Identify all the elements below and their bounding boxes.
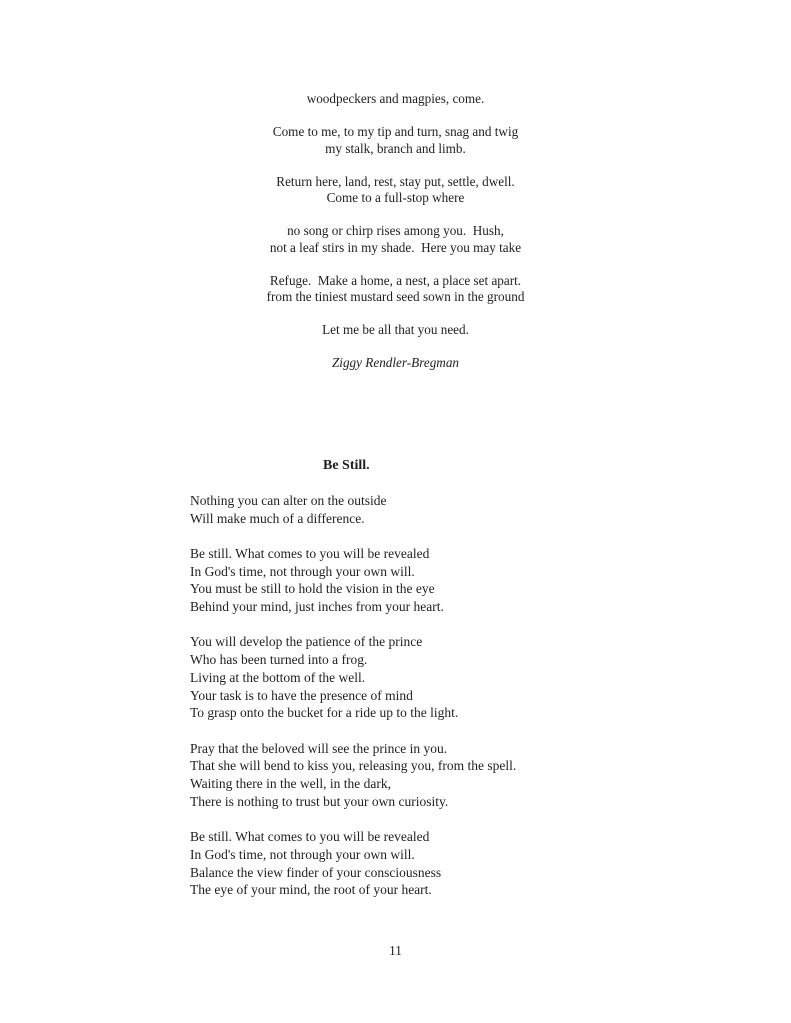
poem-title: Be Still. [323,457,370,473]
poem-line: Return here, land, rest, stay put, settle, dwell. [276,173,515,189]
poem-line: Will make much of a difference. [190,510,365,526]
poem-line: from the tiniest mustard seed sown in the ground [266,289,525,304]
poem-line: Be still. What comes to you will be revealed [190,545,430,561]
poem-line: Balance the view finder of your consciousness [190,864,442,880]
poem-line: my stalk, branch and limb. [325,140,466,156]
poem-stanza [0,91,791,108]
poem-line: Behind your mind, just inches from your heart. [190,599,444,615]
poem-line: Come to a full-stop where [326,190,465,205]
poem-ending-section [0,0,791,372]
poem-author-credit [0,355,791,372]
poem-line: Your task is to have the presence of mind [190,687,413,703]
poem-line: You must be still to hold the vision in the eye [190,581,435,597]
poem-line: There is nothing to trust but your own curiosity. [190,793,449,809]
poem-stanza [190,545,791,616]
author-name: Ziggy Rendler-Bregman [331,355,460,370]
poem-line: Come to me, to my tip and turn, snag and twig [272,124,519,139]
poem-line: not a leaf stirs in my shade. Here you may take [269,239,522,255]
poem-line: woodpeckers and magpies, come. [306,91,485,106]
poem-line: Refuge. Make a home, a nest, a place set apart. [269,272,522,288]
poem-line: Living at the bottom of the well. [190,669,366,685]
be-still-poem-section [0,457,791,900]
poem-stanza [0,174,791,207]
poem-line: Waiting there in the well, in the dark, [190,776,391,792]
poem-line: Be still. What comes to you will be revealed [190,829,430,845]
page-number: 11 [389,943,402,958]
poem-line: Let me be all that you need. [322,322,469,337]
poem-stanza [0,223,791,256]
poem-stanza [190,740,791,811]
poem-line: In God's time, not through your own will. [190,563,415,579]
poem-stanza [190,828,791,899]
poem-stanza [0,124,791,157]
poem-line: Who has been turned into a frog. [190,652,368,668]
poem-line: Nothing you can alter on the outside [190,492,387,508]
poem-stanza [0,322,791,339]
poem-stanza [190,492,791,527]
poem-line: The eye of your mind, the root of your heart. [190,882,432,898]
poem-line: In God's time, not through your own will. [190,846,415,862]
poem-stanza [0,273,791,306]
poem-line: That she will bend to kiss you, releasing you, from the spell. [190,758,517,774]
poem-line: Pray that the beloved will see the prince in you. [190,740,448,756]
poem-line: You will develop the patience of the prince [190,634,423,650]
poem-line: To grasp onto the bucket for a ride up to the light. [190,705,459,721]
poem-stanza [190,633,791,722]
poem-line: no song or chirp rises among you. Hush, [287,223,504,238]
